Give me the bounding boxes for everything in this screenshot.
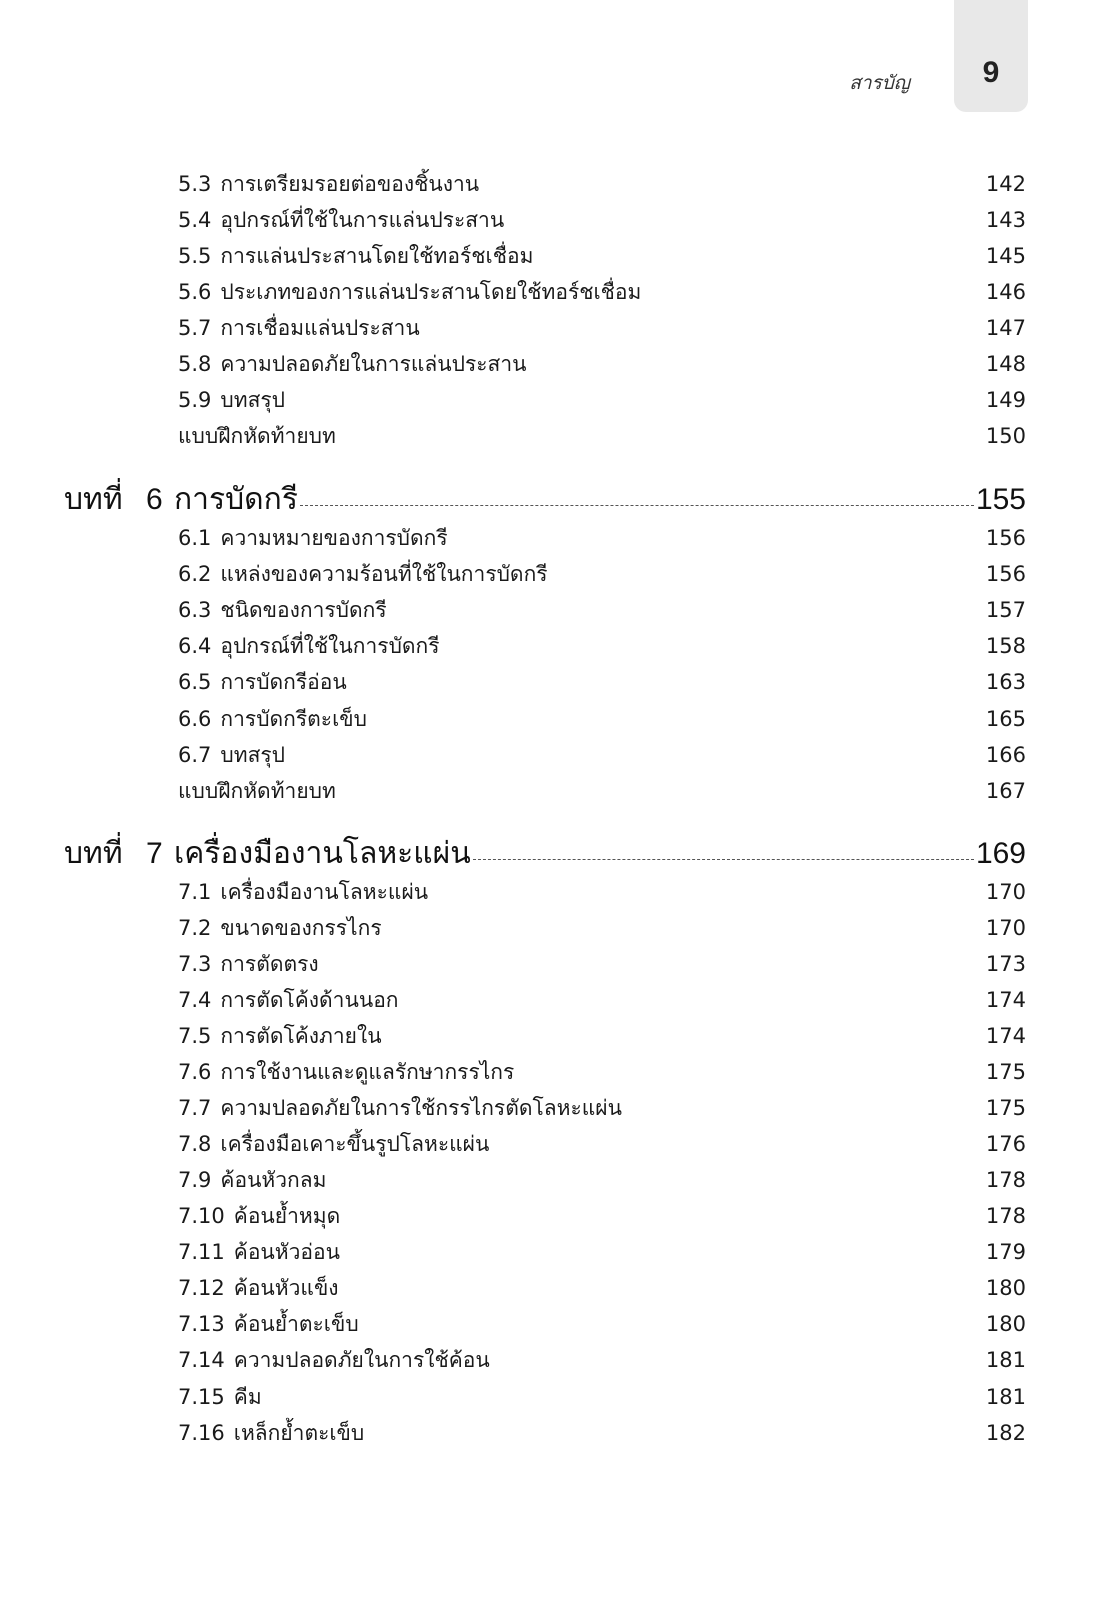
entry-number: 7.14 bbox=[178, 1348, 225, 1372]
entry-page: 166 bbox=[985, 743, 1026, 767]
entry-page: 156 bbox=[985, 526, 1026, 550]
entry-page: 178 bbox=[985, 1168, 1026, 1192]
toc-entry[interactable] bbox=[178, 1056, 1026, 1092]
toc-entry[interactable] bbox=[178, 522, 1026, 558]
entry-number: 7.13 bbox=[178, 1312, 225, 1336]
entry-page: 175 bbox=[985, 1096, 1026, 1120]
toc-entry[interactable] bbox=[178, 168, 1026, 204]
toc-entry[interactable] bbox=[178, 348, 1026, 384]
entry-title: คีม bbox=[233, 1385, 262, 1409]
entry-page: 176 bbox=[985, 1132, 1026, 1156]
entry-title: แบบฝึกหัดท้ายบท bbox=[178, 424, 336, 448]
entry-number: 6.7 bbox=[178, 743, 212, 767]
toc-entry[interactable] bbox=[178, 1417, 1026, 1453]
entry-title: การตัดโค้งภายใน bbox=[220, 1024, 382, 1048]
toc-entry[interactable] bbox=[178, 1236, 1026, 1272]
entry-number: 7.6 bbox=[178, 1060, 212, 1084]
entry-page: 175 bbox=[985, 1060, 1026, 1084]
entry-page: 173 bbox=[985, 952, 1026, 976]
entry-title: ความปลอดภัยในการใช้กรรไกรตัดโลหะแผ่น bbox=[220, 1096, 622, 1120]
entry-page: 181 bbox=[985, 1348, 1026, 1372]
chapter-label: บทที่ bbox=[64, 483, 123, 516]
entry-number: 7.7 bbox=[178, 1096, 212, 1120]
entry-page: 174 bbox=[985, 1024, 1026, 1048]
toc-entry[interactable] bbox=[178, 1344, 1026, 1380]
entry-page: 146 bbox=[985, 280, 1026, 304]
entry-title: แบบฝึกหัดท้ายบท bbox=[178, 779, 336, 803]
entry-page: 156 bbox=[985, 562, 1026, 586]
chapter-title: เครื่องมืองานโลหะแผ่น bbox=[174, 837, 471, 870]
entry-number: 7.4 bbox=[178, 988, 212, 1012]
entry-title: ชนิดของการบัดกรี bbox=[220, 598, 387, 622]
entry-number: 7.10 bbox=[178, 1204, 225, 1228]
dotted-leader bbox=[473, 859, 974, 860]
chapter-page: 169 bbox=[975, 837, 1026, 870]
entry-page: 167 bbox=[985, 779, 1026, 803]
entry-number: 5.5 bbox=[178, 244, 212, 268]
entry-title: ค้อนย้ำตะเข็บ bbox=[233, 1312, 359, 1336]
toc-entry[interactable] bbox=[178, 703, 1026, 739]
entry-number: 5.4 bbox=[178, 208, 212, 232]
entry-number: 7.16 bbox=[178, 1421, 225, 1445]
entry-page: 147 bbox=[985, 316, 1026, 340]
entry-title: ค้อนหัวอ่อน bbox=[233, 1240, 340, 1264]
entry-page: 145 bbox=[985, 244, 1026, 268]
entry-page: 180 bbox=[985, 1312, 1026, 1336]
chapter-heading[interactable] bbox=[64, 830, 1026, 874]
entry-number: 7.12 bbox=[178, 1276, 225, 1300]
toc-entry[interactable] bbox=[178, 558, 1026, 594]
entry-title: เครื่องมือเคาะขึ้นรูปโลหะแผ่น bbox=[220, 1132, 490, 1156]
entry-title: การบัดกรีอ่อน bbox=[220, 670, 347, 694]
entry-number: 7.3 bbox=[178, 952, 212, 976]
entry-page: 148 bbox=[985, 352, 1026, 376]
entry-page: 157 bbox=[985, 598, 1026, 622]
entry-number: 5.9 bbox=[178, 388, 212, 412]
entry-title: บทสรุป bbox=[220, 743, 286, 767]
entry-number: 6.5 bbox=[178, 670, 212, 694]
entry-number: 6.1 bbox=[178, 526, 212, 550]
entry-title: ความปลอดภัยในการแล่นประสาน bbox=[220, 352, 527, 376]
entry-page: 178 bbox=[985, 1204, 1026, 1228]
chapter-heading[interactable] bbox=[64, 476, 1026, 520]
entry-page: 174 bbox=[985, 988, 1026, 1012]
toc-entry[interactable] bbox=[178, 1164, 1026, 1200]
entry-title: แหล่งของความร้อนที่ใช้ในการบัดกรี bbox=[220, 562, 548, 586]
toc-entry[interactable] bbox=[178, 1200, 1026, 1236]
entry-title: การแล่นประสานโดยใช้ทอร์ชเชื่อม bbox=[220, 244, 534, 268]
entry-title: ขนาดของกรรไกร bbox=[220, 916, 382, 940]
toc-entry[interactable] bbox=[178, 1128, 1026, 1164]
toc-entry[interactable] bbox=[178, 948, 1026, 984]
chapter-page: 155 bbox=[975, 483, 1026, 516]
entry-title: ความหมายของการบัดกรี bbox=[220, 526, 448, 550]
toc-entry[interactable] bbox=[178, 876, 1026, 912]
entry-number: 7.2 bbox=[178, 916, 212, 940]
entry-number: 7.11 bbox=[178, 1240, 225, 1264]
toc-entry[interactable] bbox=[178, 1308, 1026, 1344]
entry-title: การบัดกรีตะเข็บ bbox=[220, 707, 367, 731]
entry-number: 6.3 bbox=[178, 598, 212, 622]
entry-number: 6.4 bbox=[178, 634, 212, 658]
entry-number: 6.2 bbox=[178, 562, 212, 586]
entry-page: 142 bbox=[985, 172, 1026, 196]
entry-title: การตัดโค้งด้านนอก bbox=[220, 988, 399, 1012]
toc-entry[interactable] bbox=[178, 276, 1026, 312]
entry-page: 170 bbox=[985, 880, 1026, 904]
entry-title: บทสรุป bbox=[220, 388, 286, 412]
chapter-number: 6 bbox=[146, 483, 163, 516]
toc-entry[interactable] bbox=[178, 384, 1026, 420]
toc-entry[interactable] bbox=[178, 1020, 1026, 1056]
entry-page: 165 bbox=[985, 707, 1026, 731]
toc-entry-exercises[interactable] bbox=[178, 420, 1026, 456]
entry-title: การเชื่อมแล่นประสาน bbox=[220, 316, 420, 340]
entry-title: การตัดตรง bbox=[220, 952, 319, 976]
entry-title: การเตรียมรอยต่อของชิ้นงาน bbox=[220, 172, 480, 196]
entry-page: 170 bbox=[985, 916, 1026, 940]
entry-title: การใช้งานและดูแลรักษากรรไกร bbox=[220, 1060, 515, 1084]
entry-number: 7.15 bbox=[178, 1385, 225, 1409]
entry-number: 5.6 bbox=[178, 280, 212, 304]
entry-number: 5.3 bbox=[178, 172, 212, 196]
toc-entry-exercises[interactable] bbox=[178, 775, 1026, 811]
toc-entry[interactable] bbox=[178, 1381, 1026, 1417]
entry-title: เหล็กย้ำตะเข็บ bbox=[233, 1421, 365, 1445]
entry-page: 181 bbox=[985, 1385, 1026, 1409]
toc-entry[interactable] bbox=[178, 594, 1026, 630]
entry-title: อุปกรณ์ที่ใช้ในการแล่นประสาน bbox=[220, 208, 505, 232]
entry-title: ประเภทของการแล่นประสานโดยใช้ทอร์ชเชื่อม bbox=[220, 280, 642, 304]
chapter-number: 7 bbox=[146, 837, 163, 870]
toc-entry[interactable] bbox=[178, 984, 1026, 1020]
dotted-leader bbox=[300, 505, 974, 506]
toc-entry[interactable] bbox=[178, 666, 1026, 702]
chapter-label: บทที่ bbox=[64, 837, 123, 870]
entry-number: 7.9 bbox=[178, 1168, 212, 1192]
toc-entry[interactable] bbox=[178, 204, 1026, 240]
entry-number: 7.8 bbox=[178, 1132, 212, 1156]
entry-page: 182 bbox=[985, 1421, 1026, 1445]
toc-entry[interactable] bbox=[178, 739, 1026, 775]
toc-entry[interactable] bbox=[178, 912, 1026, 948]
chapter-title: การบัดกรี bbox=[174, 483, 298, 516]
entry-page: 149 bbox=[985, 388, 1026, 412]
entry-page: 150 bbox=[985, 424, 1026, 448]
entry-page: 180 bbox=[985, 1276, 1026, 1300]
toc-entry[interactable] bbox=[178, 312, 1026, 348]
entry-number: 5.8 bbox=[178, 352, 212, 376]
page-number: 9 bbox=[982, 56, 1000, 89]
entry-number: 6.6 bbox=[178, 707, 212, 731]
toc-entry[interactable] bbox=[178, 1092, 1026, 1128]
entry-number: 5.7 bbox=[178, 316, 212, 340]
toc-entry[interactable] bbox=[178, 630, 1026, 666]
entry-page: 163 bbox=[985, 670, 1026, 694]
toc-entry[interactable] bbox=[178, 240, 1026, 276]
entry-number: 7.5 bbox=[178, 1024, 212, 1048]
entry-page: 158 bbox=[985, 634, 1026, 658]
entry-page: 179 bbox=[985, 1240, 1026, 1264]
entry-page: 143 bbox=[985, 208, 1026, 232]
entry-title: อุปกรณ์ที่ใช้ในการบัดกรี bbox=[220, 634, 440, 658]
entry-title: ความปลอดภัยในการใช้ค้อน bbox=[233, 1348, 490, 1372]
entry-title: ค้อนหัวกลม bbox=[220, 1168, 327, 1192]
entry-title: เครื่องมืองานโลหะแผ่น bbox=[220, 880, 429, 904]
entry-title: ค้อนย้ำหมุด bbox=[233, 1204, 341, 1228]
toc-entry[interactable] bbox=[178, 1272, 1026, 1308]
entry-title: ค้อนหัวแข็ง bbox=[233, 1276, 339, 1300]
entry-number: 7.1 bbox=[178, 880, 212, 904]
running-title: สารบัญ bbox=[849, 72, 910, 94]
